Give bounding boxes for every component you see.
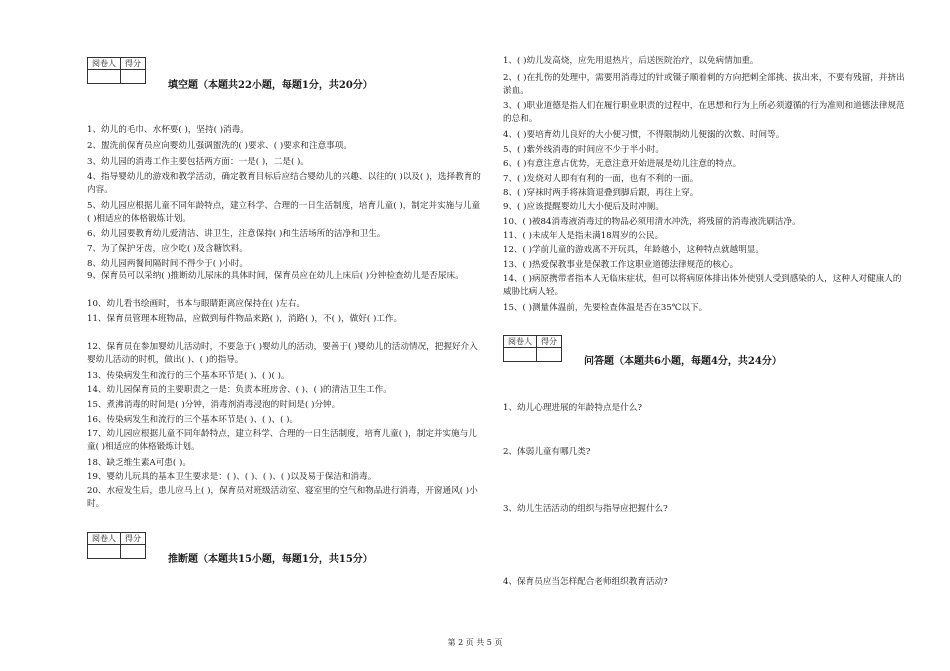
score-box-score-cell — [121, 70, 146, 84]
fill-item-7: 7、为了保护牙齿，应少吃( )及含糖饮料。 — [87, 244, 248, 254]
qa-item-2: 2、体弱儿童有哪几类? — [503, 447, 591, 457]
fill-item-1: 1、幼儿的毛巾、水杯要( )，坚持( )消毒。 — [87, 125, 249, 135]
score-box-score-cell — [537, 348, 562, 362]
fill-item-19: 19、婴幼儿玩具的基本卫生要求是：( )、( )、( )、( )以及易于保洁和消毒。 — [87, 472, 377, 482]
fill-item-18: 18、缺乏维生素A可患( )。 — [87, 458, 191, 468]
fill-item-20: 20、水痘发生后，患儿应马上( )，保育员对班级活动室、寝室里的空气和物品进行消毒，开窗通风( )小时。 — [87, 486, 478, 509]
judge-item-5: 5、( )紫外线消毒的时间应不少于半小时。 — [503, 145, 664, 155]
fill-section-title: 填空题（本题共22小题，每题1分，共20分） — [168, 80, 373, 91]
fill-item-14: 14、幼儿园保育员的主要职责之一是：负责本班房舍、( )、( )的清洁卫生工作。 — [87, 385, 392, 395]
qa-item-4: 4、保育员应当怎样配合老师组织教育活动? — [503, 577, 668, 587]
fill-item-9: 9、保育员可以采纳( )推断幼儿尿床的具体时间，保育员应在幼儿上床后( )分钟检查幼儿是否尿床。 — [87, 271, 464, 281]
fill-item-3: 3、幼儿园的消毒工作主要包括两方面：一是( )，二是( )。 — [87, 157, 309, 167]
judge-item-14: 14、( )病原携带者指本人无临床症状，但可以将病原体排出体外使别人受到感染的人，这种人对健康人的威胁比病人轻。 — [503, 274, 902, 297]
score-box-label-grader: 阅卷人 — [88, 58, 121, 70]
judge-item-1: 1、( )幼儿发高烧，应先用退热片，后送医院治疗，以免病情加重。 — [503, 56, 759, 66]
fill-item-5: 5、幼儿园应根据儿童不同年龄特点，建立科学、合理的一日生活制度，培育儿童( )，制定并实施与儿童( )相适应的体格锻炼计划。 — [87, 201, 481, 224]
score-box-label-score: 得分 — [537, 336, 562, 348]
score-box-label-grader: 阅卷人 — [504, 336, 537, 348]
fill-item-2: 2、盥洗前保育员应向婴幼儿强调盥洗的( )要求、( )要求和注意事项。 — [87, 141, 352, 151]
fill-item-6: 6、幼儿园要教育幼儿爱清洁、讲卫生，注意保持( )和生活场所的洁净和卫生。 — [87, 229, 386, 239]
qa-item-3: 3、幼儿生活活动的组织与指导应把握什么? — [503, 504, 668, 514]
score-box-grader-cell — [88, 545, 121, 559]
score-box-label-score: 得分 — [121, 58, 146, 70]
fill-item-17: 17、幼儿园应根据儿童不同年龄特点，建立科学、合理的一日生活制度，培育儿童( )，制定并实施与儿童( )相适应的体格锻炼计划。 — [87, 429, 477, 452]
fill-item-12: 12、保育员在参加婴幼儿活动时，不要急于( )婴幼儿的活动，要善于( )婴幼儿的活动情况，把握好介入婴幼儿活动的时机，做出( )、( )的指导。 — [87, 342, 478, 365]
fill-item-8: 8、幼儿园两餐间隔时间不得少于( )小时。 — [87, 259, 248, 269]
judge-item-11: 11、( )未成年人是指未满18周岁的公民。 — [503, 231, 664, 241]
fill-item-11: 11、保育员管理本班物品，应做到每件物品来路( )，消路( )，不( )，做好( )工作。 — [87, 314, 403, 324]
qa-item-1: 1、幼儿心理进展的年龄特点是什么? — [503, 403, 642, 413]
fill-item-15: 15、煮沸消毒的时间是( )分钟，消毒剂消毒浸泡的时间是( )分钟。 — [87, 400, 341, 410]
score-box-qa — [503, 335, 562, 362]
fill-item-10: 10、幼儿看书绘画时，书本与眼睛距离应保持在( )左右。 — [87, 299, 306, 309]
score-box-grader-cell — [88, 70, 121, 84]
fill-item-16: 16、传染病发生和流行的三个基本环节是( )、( )、( )。 — [87, 415, 299, 425]
judge-item-7: 7、( )发烧对人即有有利的一面，也有不利的一面。 — [503, 174, 699, 184]
judge-item-9: 9、( )应该提醒婴幼儿大小便后及时冲厕。 — [503, 202, 664, 212]
fill-item-4: 4、指导婴幼儿的游戏和教学活动，确定教育目标后应结合婴幼儿的兴趣、以往的( )以及( )，选择教育的内容。 — [87, 172, 481, 195]
score-box-grader-cell — [504, 348, 537, 362]
page-footer: 第 2 页 共 5 页 — [447, 638, 503, 647]
judge-item-4: 4、( )要培育幼儿良好的大小便习惯，不得限制幼儿便溺的次数、时间等。 — [503, 130, 785, 140]
judge-item-12: 12、( )学前儿童的游戏离不开玩具，年龄越小，这种特点就越明显。 — [503, 245, 764, 255]
judge-item-6: 6、( )有意注意占优势，无意注意开始进展是幼儿注意的特点。 — [503, 159, 742, 169]
fill-item-13: 13、传染病发生和流行的三个基本环节是( )、( )( )。 — [87, 371, 290, 381]
score-box-label-grader: 阅卷人 — [88, 533, 121, 545]
score-box-label-score: 得分 — [121, 533, 146, 545]
judge-item-13: 13、( )热爱保教事业是保教工作这职业道德法律规范的核心。 — [503, 260, 739, 270]
judge-item-3: 3、( )职业道德是指人们在履行职业职责的过程中，在思想和行为上所必须遵循的行为准则和道德法律规范的总和。 — [503, 101, 905, 124]
judge-item-8: 8、( )穿袜时两手将袜筒退叠到脚后跟，再往上穿。 — [503, 188, 699, 198]
judge-section-title: 推断题（本题共15小题，每题1分，共15分） — [168, 554, 373, 565]
score-box-score-cell — [121, 545, 146, 559]
judge-item-2: 2、( )在扎伤的处理中，需要用消毒过的针或镊子顺着刺的方向把刺全部挑、拔出来，不要有残留，并挤出淤血。 — [503, 73, 905, 96]
score-box-judge — [87, 532, 146, 559]
qa-section-title: 问答题（本题共6小题，每题4分，共24分） — [584, 356, 782, 367]
judge-item-10: 10、( )被84消毒液消毒过的物品必须用清水冲洗，将残留的消毒液洗刷洁净。 — [503, 217, 801, 227]
score-box-fill — [87, 57, 146, 84]
judge-item-15: 15、( )测量体温前，先要检查体温是否在35℃以下。 — [503, 303, 708, 313]
